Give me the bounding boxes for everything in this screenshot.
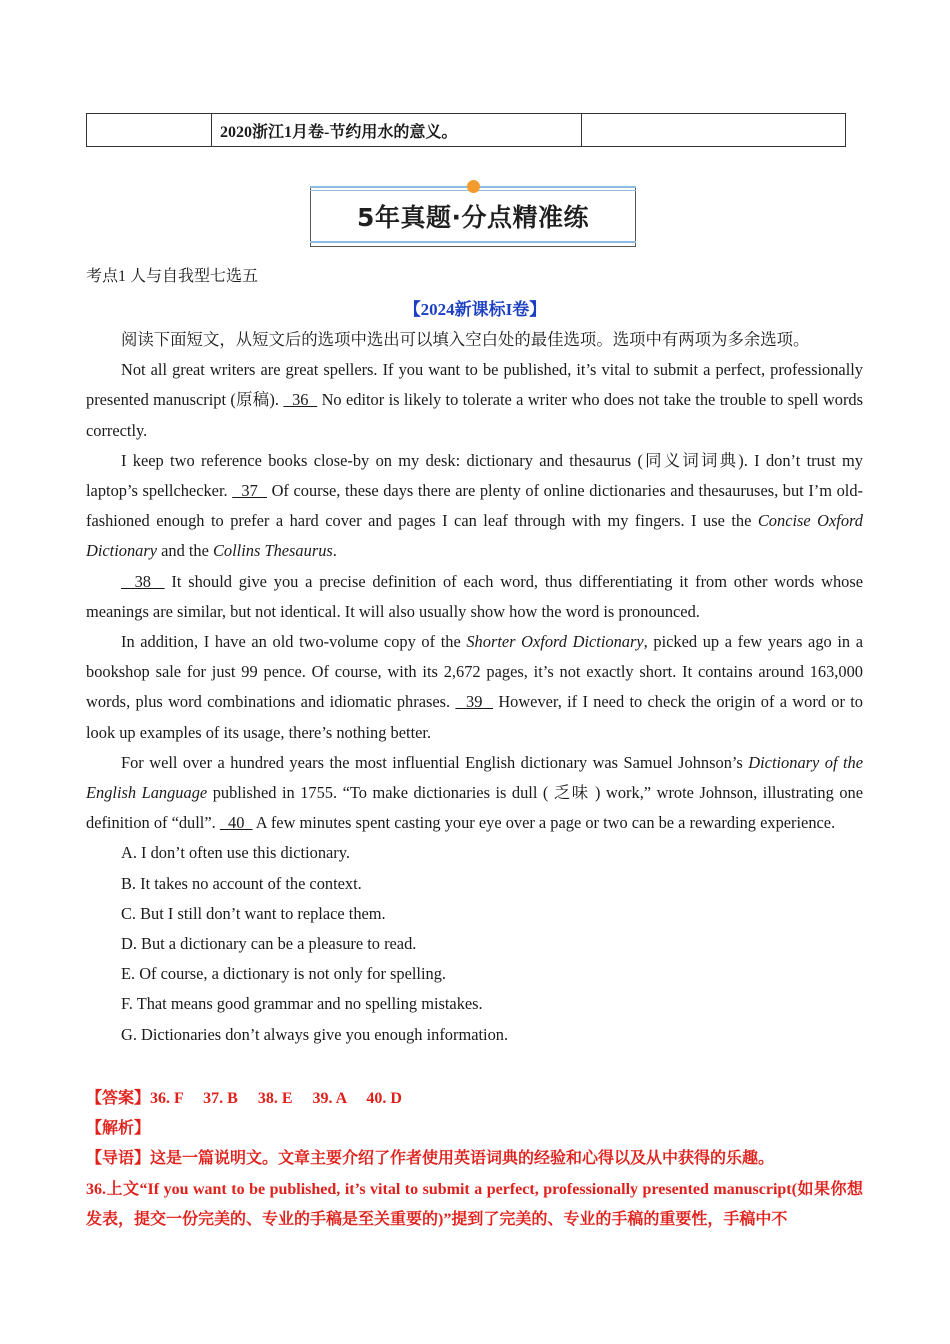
paragraph-2-text-and: and the	[157, 541, 213, 561]
option-e: E. Of course, a dictionary is not only for spelling.	[121, 964, 447, 984]
option-d: D. But a dictionary can be a pleasure to read.	[121, 934, 417, 954]
answer-key: 【答案】36. F 37. B 38. E 39. A 40. D	[86, 1090, 402, 1107]
table-cell-empty-right	[582, 114, 846, 147]
blank-37: 37	[232, 481, 267, 501]
option-b: B. It takes no account of the context.	[121, 873, 362, 893]
paragraph-5-text-b: published in 1755. “To make dictionaries is dull ( 乏味 ) work,” wrote Johnson, illustrating one definition of “dull”.	[86, 783, 863, 833]
book-title-shorter-oxford: Shorter Oxford Dictionary	[466, 632, 644, 652]
guide-text: 【导语】这是一篇说明文。文章主要介绍了作者使用英语词典的经验和心得以及从中获得的乐趣。	[86, 1150, 775, 1168]
book-title-concise-oxford: Concise Oxford Dictionary	[86, 511, 864, 561]
section-banner	[310, 182, 636, 247]
blank-40: 40	[219, 813, 253, 833]
option-c: C. But I still don’t want to replace them.	[121, 903, 386, 923]
paragraph-2-text-end: .	[332, 541, 337, 561]
option-f: F. That means good grammar and no spelling mistakes.	[121, 994, 483, 1014]
paragraph-3	[86, 567, 863, 627]
passage	[86, 325, 863, 1050]
answer-block	[86, 1084, 863, 1235]
paragraph-5	[86, 748, 863, 839]
orange-dot-icon	[467, 180, 480, 193]
paragraph-4-text-a: In addition, I have an old two-volume copy of the	[121, 632, 467, 652]
paragraph-5-text-c: A few minutes spent casting your eye over a page or two can be a rewarding experience.	[252, 813, 836, 833]
banner-bottom-rule	[310, 239, 636, 243]
table-cell-empty-left	[87, 114, 212, 147]
table-row	[87, 114, 846, 147]
instruction: 阅读下面短文，从短文后的选项中选出可以填入空白处的最佳选项。选项中有两项为多余选项。	[121, 330, 810, 349]
paragraph-5-text-a: For well over a hundred years the most influential English dictionary was Samuel Johnson’s	[121, 752, 749, 772]
paragraph-2-text-b: Of course, these days there are plenty of online dictionaries and thesauruses, but I’m old-fashioned enough to prefer a hard cover and pages I can leaf through with my fingers. I use the	[86, 481, 863, 531]
paragraph-4-text-c: However, if I need to check the origin of a word or to look up examples of its usage, there’s nothing better.	[86, 692, 863, 742]
paragraph-1	[86, 355, 863, 446]
book-title-johnson-dictionary: Dictionary of the English Language	[86, 752, 863, 803]
paragraph-2	[86, 446, 863, 567]
paragraph-1-text-b: No editor is likely to tolerate a writer who does not take the trouble to spell words correctly.	[86, 390, 863, 440]
paragraph-3-text: It should give you a precise definition of each word, thus differentiating it from other words whose meanings are similar, but not identical. It will also usually show how the word is pronounced.	[86, 571, 864, 621]
blank-38: 38	[121, 571, 165, 591]
paragraph-4-text-b: , picked up a few years ago in a bookshop sale for just 99 pence. Of course, with its 2,672 pages, it’s not exactly short. It contains around 163,000 words, plus word combinations and idiomatic phrases.	[86, 632, 863, 712]
blank-36: 36	[283, 390, 318, 410]
paragraph-1-text-a: Not all great writers are great spellers. If you want to be published, it’s vital to submit a perfect, professionally presented manuscript (原稿).	[86, 360, 863, 410]
paper-title: 【2024新课标I卷】	[403, 300, 547, 319]
paragraph-2-text-a: I keep two reference books close-by on my desk: dictionary and thesaurus (同义词词典). I don’t trust my laptop’s spellchecker.	[86, 450, 863, 501]
section-label: 考点1 人与自我型七选五	[86, 268, 259, 285]
paragraph-4	[86, 627, 863, 748]
book-title-collins: Collins Thesaurus	[213, 541, 333, 561]
analysis-label: 【解析】	[86, 1120, 151, 1138]
question-36-analysis: 36.上文“If you want to be published, it’s vital to submit a perfect, professionally presented manuscript(如果你想发表，提交一份完美的、专业的手稿是至关重要的)”提到了完美的、专业的手稿的重要性，手稿中不	[86, 1180, 863, 1228]
blank-39: 39	[455, 692, 494, 712]
option-a: A. I don’t often use this dictionary.	[121, 843, 350, 863]
banner-title: 5年真题·分点精准练	[357, 203, 589, 232]
header-table	[86, 113, 846, 147]
option-g: G. Dictionaries don’t always give you enough information.	[121, 1024, 509, 1044]
table-cell-topic: 2020浙江1月卷-节约用水的意义。	[212, 114, 582, 147]
